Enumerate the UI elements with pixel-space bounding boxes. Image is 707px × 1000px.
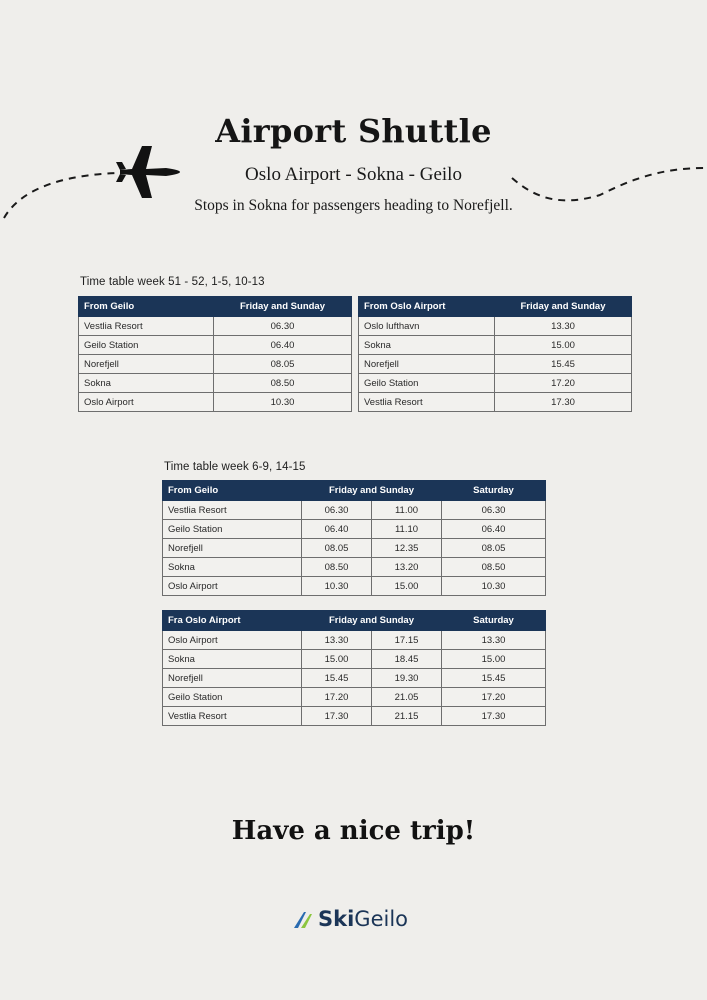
stop-name-cell: Oslo lufthavn (359, 317, 495, 336)
stop-name-cell: Vestlia Resort (163, 501, 302, 520)
table-row (359, 355, 632, 374)
column-header: Friday and Sunday (214, 297, 352, 317)
departure-time-cell: 10.30 (302, 577, 372, 596)
table-row (359, 317, 632, 336)
departure-time-cell: 15.45 (495, 355, 632, 374)
departure-time-cell: 08.05 (302, 539, 372, 558)
departure-time-cell: 13.20 (372, 558, 442, 577)
sokna-note: Stops in Sokna for passengers heading to Norefjell. (194, 197, 513, 214)
stop-name-cell: Geilo Station (163, 688, 302, 707)
departure-time-cell: 15.00 (442, 650, 546, 669)
stop-name-cell: Norefjell (359, 355, 495, 374)
table-row (163, 520, 546, 539)
departure-time-cell: 17.20 (495, 374, 632, 393)
stop-name-cell: Geilo Station (79, 336, 214, 355)
timetable1-from-geilo-table (78, 296, 352, 412)
column-header: From Geilo (163, 481, 302, 501)
departure-time-cell: 15.00 (302, 650, 372, 669)
stop-name-cell: Oslo Airport (163, 631, 302, 650)
departure-time-cell: 21.05 (372, 688, 442, 707)
table-row (163, 577, 546, 596)
table-row (163, 688, 546, 707)
timetable1-heading: Time table week 51 - 52, 1-5, 10-13 (80, 276, 265, 288)
stop-name-cell: Vestlia Resort (79, 317, 214, 336)
departure-time-cell: 17.20 (302, 688, 372, 707)
timetable2-from-oslo-table (162, 610, 546, 726)
table-header-row (359, 297, 632, 317)
route-subtitle: Oslo Airport - Sokna - Geilo (245, 164, 462, 185)
timetable1-from-oslo-table (358, 296, 632, 412)
departure-time-cell: 17.15 (372, 631, 442, 650)
table-row (359, 374, 632, 393)
departure-time-cell: 21.15 (372, 707, 442, 726)
departure-time-cell: 10.30 (442, 577, 546, 596)
table-row (163, 650, 546, 669)
departure-time-cell: 06.40 (302, 520, 372, 539)
departure-time-cell: 17.20 (442, 688, 546, 707)
departure-time-cell: 11.00 (372, 501, 442, 520)
logo-text-ski: Ski (318, 907, 355, 931)
skigeilo-logo-mark (292, 908, 318, 930)
logo-text-geilo: Geilo (354, 907, 409, 931)
departure-time-cell: 13.30 (442, 631, 546, 650)
table-header-row (163, 481, 546, 501)
table-row (163, 539, 546, 558)
column-header: Saturday (442, 611, 546, 631)
table-header-row (163, 611, 546, 631)
departure-time-cell: 10.30 (214, 393, 352, 412)
departure-time-cell: 15.00 (495, 336, 632, 355)
table-row (359, 393, 632, 412)
stop-name-cell: Geilo Station (163, 520, 302, 539)
departure-time-cell: 06.30 (214, 317, 352, 336)
table-row (163, 501, 546, 520)
table-row (359, 336, 632, 355)
stop-name-cell: Sokna (79, 374, 214, 393)
departure-time-cell: 08.05 (214, 355, 352, 374)
stop-name-cell: Geilo Station (359, 374, 495, 393)
stop-name-cell: Vestlia Resort (163, 707, 302, 726)
departure-time-cell: 06.30 (442, 501, 546, 520)
table-row (79, 393, 352, 412)
timetable2-heading: Time table week 6-9, 14-15 (164, 461, 306, 473)
stop-name-cell: Vestlia Resort (359, 393, 495, 412)
column-header: From Geilo (79, 297, 214, 317)
column-header: Saturday (442, 481, 546, 501)
stop-name-cell: Norefjell (163, 669, 302, 688)
table-row (163, 707, 546, 726)
timetable2-from-geilo-table (162, 480, 546, 596)
departure-time-cell: 06.40 (214, 336, 352, 355)
departure-time-cell: 12.35 (372, 539, 442, 558)
departure-time-cell: 18.45 (372, 650, 442, 669)
stop-name-cell: Sokna (359, 336, 495, 355)
departure-time-cell: 17.30 (442, 707, 546, 726)
departure-time-cell: 08.50 (302, 558, 372, 577)
column-header: Fra Oslo Airport (163, 611, 302, 631)
table-row (79, 336, 352, 355)
table-row (163, 631, 546, 650)
skigeilo-logo (292, 904, 408, 934)
column-header: From Oslo Airport (359, 297, 495, 317)
stop-name-cell: Oslo Airport (79, 393, 214, 412)
departure-time-cell: 17.30 (302, 707, 372, 726)
departure-time-cell: 17.30 (495, 393, 632, 412)
page-title: Airport Shuttle (215, 112, 492, 150)
table-row (163, 558, 546, 577)
departure-time-cell: 13.30 (302, 631, 372, 650)
departure-time-cell: 08.05 (442, 539, 546, 558)
table-header-row (79, 297, 352, 317)
stop-name-cell: Sokna (163, 650, 302, 669)
table-row (163, 669, 546, 688)
departure-time-cell: 15.00 (372, 577, 442, 596)
column-header: Friday and Sunday (302, 611, 442, 631)
departure-time-cell: 13.30 (495, 317, 632, 336)
departure-time-cell: 08.50 (442, 558, 546, 577)
stop-name-cell: Oslo Airport (163, 577, 302, 596)
departure-time-cell: 19.30 (372, 669, 442, 688)
stop-name-cell: Norefjell (163, 539, 302, 558)
stop-name-cell: Sokna (163, 558, 302, 577)
stop-name-cell: Norefjell (79, 355, 214, 374)
departure-time-cell: 08.50 (214, 374, 352, 393)
table-row (79, 374, 352, 393)
departure-time-cell: 06.40 (442, 520, 546, 539)
departure-time-cell: 06.30 (302, 501, 372, 520)
departure-time-cell: 11.10 (372, 520, 442, 539)
departure-time-cell: 15.45 (442, 669, 546, 688)
closing-message: Have a nice trip! (231, 816, 476, 846)
departure-time-cell: 15.45 (302, 669, 372, 688)
table-row (79, 317, 352, 336)
column-header: Friday and Sunday (495, 297, 632, 317)
column-header: Friday and Sunday (302, 481, 442, 501)
table-row (79, 355, 352, 374)
